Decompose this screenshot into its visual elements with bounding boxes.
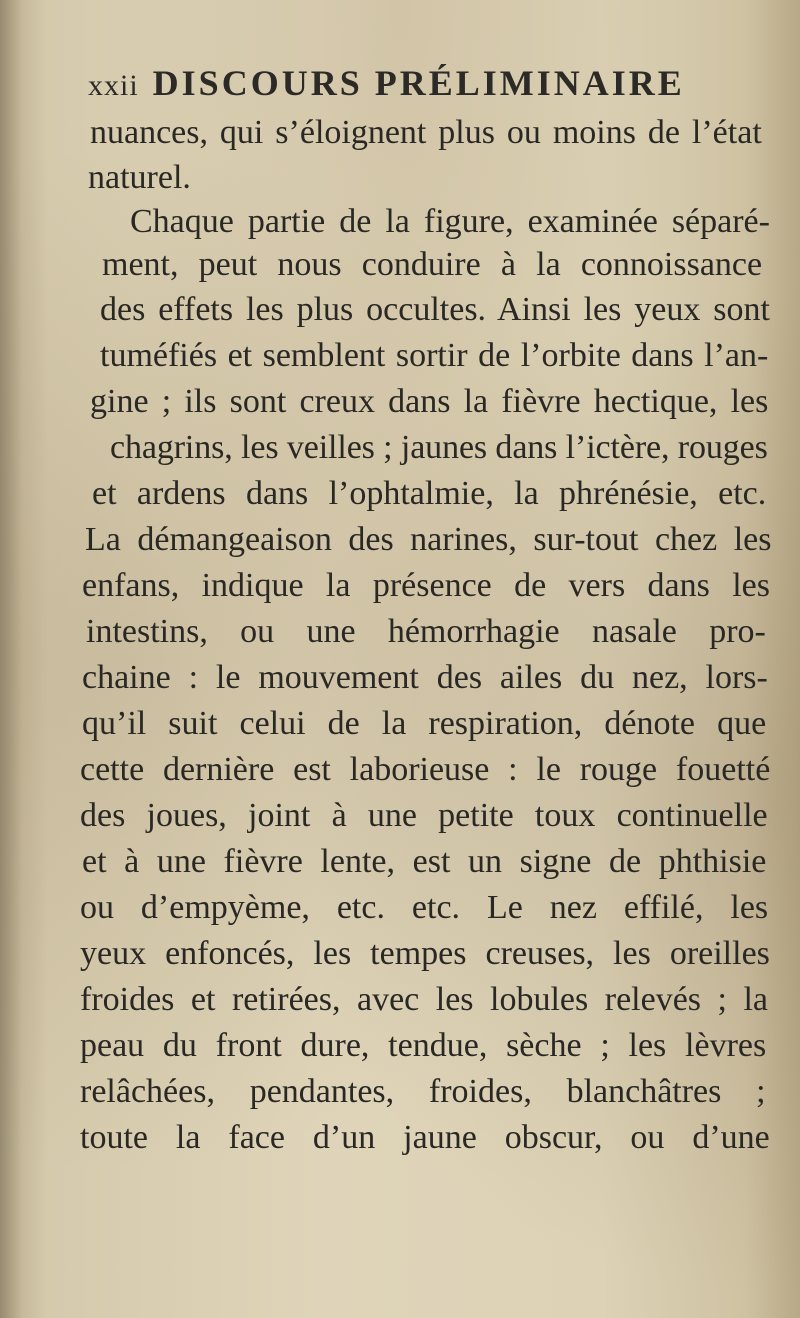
text-line: chaine : le mouvement des ailes du nez, lors-	[82, 659, 768, 696]
text-line: Chaque partie de la figure, examinée séparé-	[130, 203, 770, 240]
page-number: xxii	[88, 69, 139, 102]
text-line: ou d’empyème, etc. etc. Le nez effilé, les	[80, 889, 769, 926]
running-title: DISCOURS PRÉLIMINAIRE	[152, 63, 685, 103]
text-line: froides et retirées, avec les lobules relevés ; la	[80, 981, 769, 1018]
text-line: nuances, qui s’éloignent plus ou moins de l’état	[90, 114, 762, 151]
text-line: peau du front dure, tendue, sèche ; les lèvres	[80, 1027, 767, 1064]
text-line: yeux enfoncés, les tempes creuses, les oreilles	[80, 935, 770, 972]
text-line: naturel.	[88, 159, 191, 196]
text-line: des effets les plus occultes. Ainsi les yeux sont	[100, 291, 770, 328]
text-line: et ardens dans l’ophtalmie, la phrénésie, etc.	[92, 475, 767, 512]
text-line: tuméfiés et semblent sortir de l’orbite dans l’an-	[100, 337, 769, 374]
text-line: La démangeaison des narines, sur-tout chez les	[85, 521, 772, 558]
text-line: cette dernière est laborieuse : le rouge fouetté	[80, 751, 771, 788]
text-line: ment, peut nous conduire à la connoissance	[102, 246, 763, 283]
text-line: gine ; ils sont creux dans la fièvre hectique, les	[90, 383, 769, 420]
text-line: toute la face d’un jaune obscur, ou d’une	[80, 1119, 770, 1156]
text-line: intestins, ou une hémorrhagie nasale pro-	[86, 613, 766, 650]
text-line: des joues, joint à une petite toux continuelle	[80, 797, 768, 834]
text-line: enfans, indique la présence de vers dans les	[82, 567, 770, 604]
text-line: chagrins, les veilles ; jaunes dans l’ictère, rouges	[110, 429, 768, 466]
text-line: et à une fièvre lente, est un signe de phthisie	[82, 843, 767, 880]
text-line: qu’il suit celui de la respiration, dénote que	[82, 705, 767, 742]
text-line: relâchées, pendantes, froides, blanchâtres ;	[80, 1073, 766, 1110]
